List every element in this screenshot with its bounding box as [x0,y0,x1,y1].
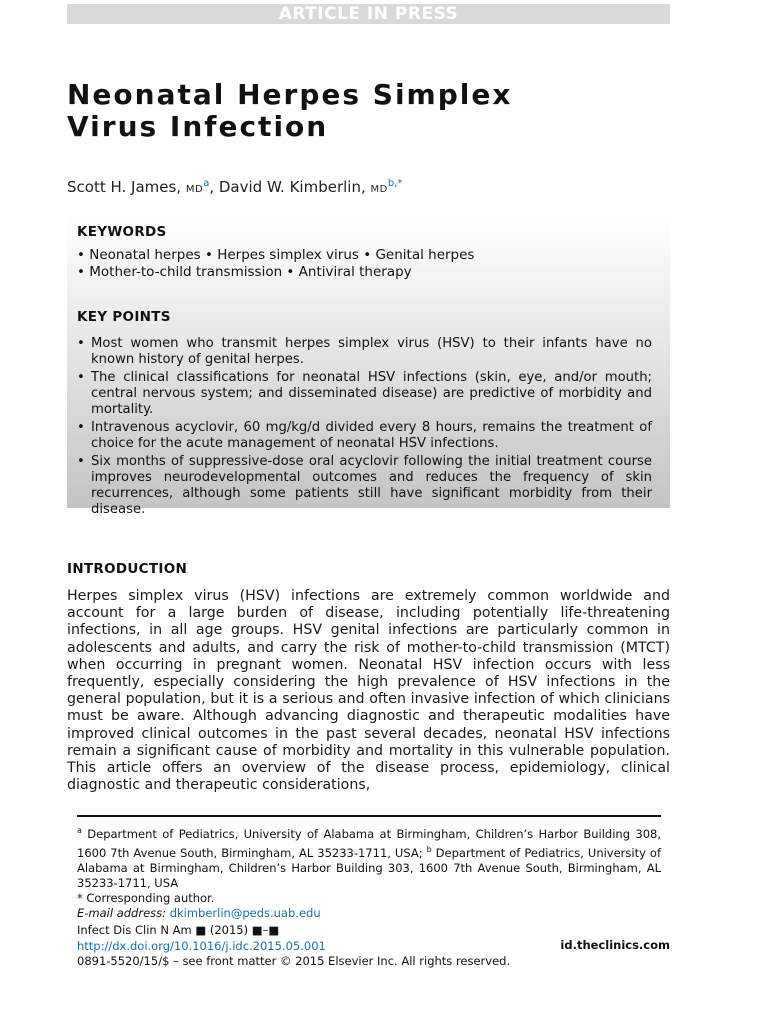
key-point-text: Intravenous acyclovir, 60 mg/kg/d divided every 8 hours, remains the treatment of choice for the acute management of neonatal HSV infections. [91,420,652,451]
affiliations [77,823,661,891]
bullet-icon: • [77,454,85,469]
key-points-heading: KEY POINTS [77,309,171,325]
key-point-text: Six months of suppressive-dose oral acyclovir following the initial treatment course improves neurodevelopmental outcomes and reduces the frequency of skin recurrences, although some patients still have significant morbidity from their disease. [91,454,652,517]
keywords-line-2: • Mother-to-child transmission • Antiviral therapy [77,264,412,280]
key-point-text: Most women who transmit herpes simplex virus (HSV) to their infants have no known history of genital herpes. [91,336,652,367]
email-line [77,906,661,921]
author-separator: , [209,178,219,196]
title-line-1: Neonatal Herpes Simplex [67,78,513,111]
article-in-press-banner: ARTICLE IN PRESS [67,4,670,24]
author-2-name: David W. Kimberlin, [218,178,366,196]
introduction-heading: INTRODUCTION [67,561,188,577]
email-label: E-mail address: [77,905,167,920]
journal-site-link[interactable]: id.theclinics.com [560,938,670,952]
copyright-notice: 0891-5520/15/$ – see front matter © 2015 Elsevier Inc. All rights reserved. [77,954,511,968]
key-points-list [77,336,652,520]
bullet-icon: • [77,370,85,385]
bullet-icon: • [77,420,85,435]
author-2-affiliation-mark[interactable]: b,* [387,178,403,189]
email-link[interactable]: dkimberlin@peds.uab.edu [169,905,321,920]
introduction-paragraph: Herpes simplex virus (HSV) infections are extremely common worldwide and account for a large burden of disease, including potentially life-threatening infections, in all age groups. HSV genital infections are particularly common in adolescents and adults, and carry the risk of mother-to-child transmission (MTCT) when occurring in pregnant women. Neonatal HSV infection occurs with less frequently, especially considering the high prevalence of HSV infections in the general population, but it is a serious and often invasive infection of which clinicians must be aware. Although advancing diagnostic and therapeutic modalities have improved clinical outcomes in the past several decades, neonatal HSV infections remain a significant cause of morbidity and mortality in this vulnerable population. This article offers an overview of the disease process, epidemiology, clinical diagnostic and therapeutic considerations, [67,588,670,794]
author-1-degree: MD [185,184,204,195]
keywords-line-1: • Neonatal herpes • Herpes simplex virus • Genital herpes [77,247,475,263]
doi-link[interactable]: http://dx.doi.org/10.1016/j.idc.2015.05.001 [77,938,326,953]
bullet-icon: • [77,336,85,351]
footnote-divider [77,815,661,817]
key-point-item [77,454,652,518]
affiliation-a-mark: a [77,826,82,835]
footnotes [77,823,661,921]
key-point-text: The clinical classifications for neonatal HSV infections (skin, eye, and/or mouth; central nervous system; and disseminated disease) are predictive of morbidity and mortality. [91,370,652,417]
key-point-item [77,420,652,452]
key-point-item [77,336,652,368]
corresponding-author-note: * Corresponding author. [77,890,215,905]
title-line-2: Virus Infection [67,110,329,143]
key-point-item [77,370,652,418]
keywords-heading: KEYWORDS [77,224,167,240]
author-1-name: Scott H. James, [67,178,182,196]
author-1-affiliation-mark[interactable]: a [203,178,210,189]
affiliation-a: Department of Pediatrics, University of Alabama at Birmingham, Children’s Harbor Building 308, 1600 7th Avenue South, Birmingham, AL 35233-1711, USA; [77,826,661,860]
affiliation-b-mark: b [426,844,432,854]
author-list [67,174,667,200]
article-title [67,79,627,143]
journal-citation: Infect Dis Clin N Am ■ (2015) ■–■ [77,923,280,937]
affiliation-b: Department of Pediatrics, University of Alabama at Birmingham, Children’s Harbor Building 303, 1600 7th Avenue South, Birmingham, AL 35233-1711, USA [77,845,661,890]
author-2-degree: MD [370,184,388,195]
